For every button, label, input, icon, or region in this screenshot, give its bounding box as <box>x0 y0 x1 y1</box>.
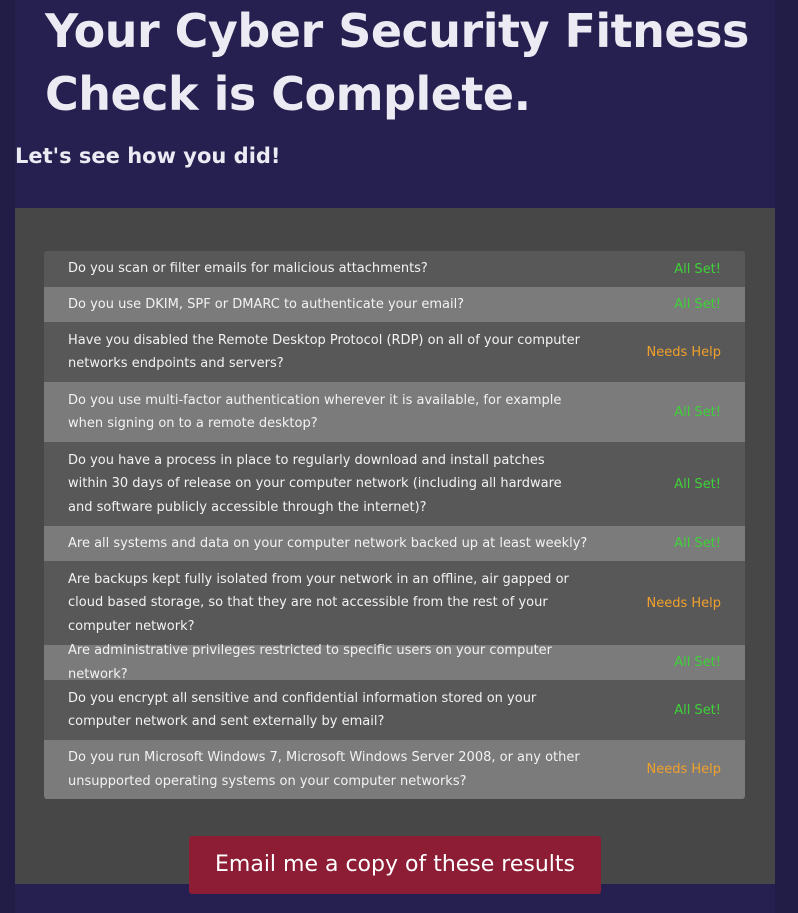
result-row <box>44 740 745 799</box>
status-label: All Set! <box>674 404 721 420</box>
question-text: Do you scan or filter emails for malicious attachments? <box>68 261 428 277</box>
status-label: Needs Help <box>646 595 721 611</box>
status-label: All Set! <box>674 655 721 670</box>
page-title-line-1: Your Cyber Security Fitness <box>45 4 749 58</box>
status-label: All Set! <box>674 261 721 277</box>
question-text: Do you encrypt all sensitive and confidential information stored on your computer network and sent externally by email? <box>68 690 537 729</box>
result-row <box>44 442 745 526</box>
status-label: Needs Help <box>646 762 721 777</box>
question-text: Do you run Microsoft Windows 7, Microsoft Windows Server 2008, or any other unsupported operating systems on your computer networks? <box>68 750 580 789</box>
status-label: All Set! <box>674 476 721 492</box>
question-text: Do you have a process in place to regularly download and install patches within 30 days of release on your computer network (including all hardware and software publicly accessible through the internet)? <box>68 452 562 515</box>
page-subtitle: Let's see how you did! <box>15 144 281 168</box>
result-row <box>44 322 745 382</box>
result-row <box>44 561 745 645</box>
email-results-button[interactable]: Email me a copy of these results <box>189 836 601 894</box>
question-text: Are all systems and data on your computer network backed up at least weekly? <box>68 535 588 551</box>
result-row <box>44 251 745 287</box>
question-text: Are backups kept fully isolated from your network in an offline, air gapped or cloud based storage, so that they are not accessible from the rest of your computer network? <box>68 571 569 634</box>
status-label: All Set! <box>674 297 721 312</box>
results-table <box>44 251 745 799</box>
result-row <box>44 382 745 442</box>
status-label: All Set! <box>674 702 721 718</box>
question-text: Are administrative privileges restricted to specific users on your computer network? <box>68 643 553 682</box>
result-row <box>44 287 745 322</box>
status-label: All Set! <box>674 536 721 551</box>
question-text: Have you disabled the Remote Desktop Protocol (RDP) on all of your computer networks endpoints and servers? <box>68 332 580 371</box>
page-title-line-2: Check is Complete. <box>45 67 531 121</box>
result-row <box>44 645 745 680</box>
page-title <box>45 0 765 126</box>
result-row <box>44 526 745 561</box>
result-row <box>44 680 745 740</box>
question-text: Do you use multi-factor authentication wherever it is available, for example when signing on to a remote desktop? <box>68 392 562 431</box>
status-label: Needs Help <box>646 344 721 360</box>
question-text: Do you use DKIM, SPF or DMARC to authenticate your email? <box>68 296 465 312</box>
